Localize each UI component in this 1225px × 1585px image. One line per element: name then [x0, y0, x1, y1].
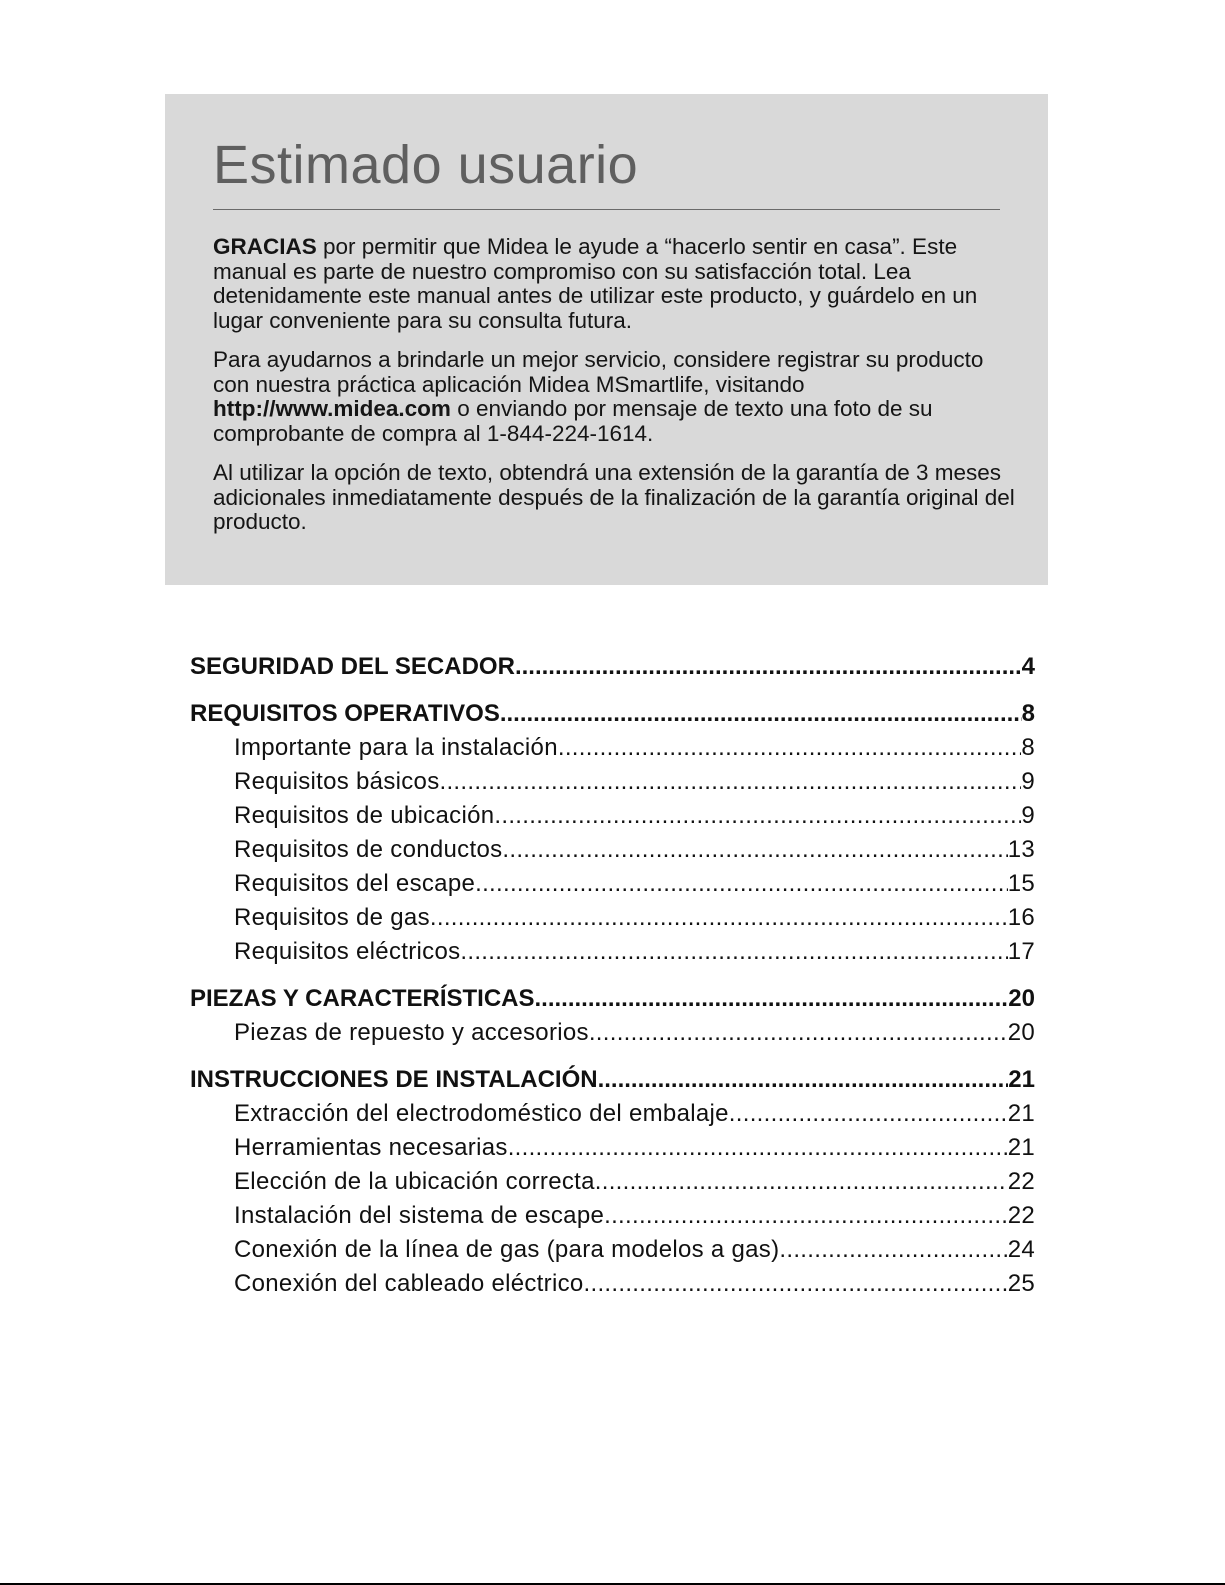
intro-box: [165, 94, 1048, 585]
toc-entry-label: Elección de la ubicación correcta: [234, 1168, 595, 1195]
toc-page-number: 20: [1007, 1019, 1035, 1046]
toc-entry-label: Requisitos de gas: [234, 904, 430, 931]
dot-leader: [475, 867, 1008, 901]
toc-page-number: 21: [1008, 1066, 1035, 1093]
toc-entry-label: PIEZAS Y CARACTERÍSTICAS: [190, 985, 535, 1012]
toc-subsection-item[interactable]: [190, 1016, 1035, 1050]
dot-leader: [584, 1267, 1008, 1301]
thanks-text: por permitir que Midea le ayude a “hacerlo sentir en casa”. Este manual es parte de nuestro compromiso con su satisfacción total. Lea detenidamente este manual antes de utilizar este producto, y guárdelo en un lugar conveniente para su consulta futura.: [213, 234, 978, 333]
toc-entry-label: SEGURIDAD DEL SECADOR: [190, 653, 515, 680]
dot-leader: [515, 650, 1022, 684]
toc-entry-label: Conexión de la línea de gas (para modelos a gas): [234, 1236, 780, 1263]
register-text-b: o enviando por mensaje de texto una foto de su comprobante de compra al 1-844-224-1614.: [213, 396, 933, 446]
toc-page-number: 25: [1007, 1270, 1035, 1297]
toc-section-heading[interactable]: [190, 1063, 1035, 1097]
toc-entry-label: Instalación del sistema de escape: [234, 1202, 605, 1229]
toc-page-number: 21: [1007, 1134, 1035, 1161]
toc-section-heading[interactable]: [190, 650, 1035, 684]
toc-subsection-item[interactable]: [190, 1097, 1035, 1131]
dot-leader: [430, 901, 1008, 935]
toc-entry-label: INSTRUCCIONES DE INSTALACIÓN: [190, 1066, 598, 1093]
toc-page-number: 17: [1007, 938, 1035, 965]
warranty-paragraph: Al utilizar la opción de texto, obtendrá una extensión de la garantía de 3 meses adicionales inmediatamente después de la finalización de la garantía original del producto.: [213, 460, 1015, 534]
toc-page-number: 16: [1007, 904, 1035, 931]
toc-page-number: 22: [1007, 1202, 1035, 1229]
toc-section-heading[interactable]: [190, 982, 1035, 1016]
website-link[interactable]: http://www.midea.com: [213, 396, 451, 421]
toc-page-number: 21: [1007, 1100, 1035, 1127]
dot-leader: [508, 1131, 1008, 1165]
thanks-paragraph: [213, 235, 1024, 333]
dot-leader: [440, 765, 1022, 799]
toc-entry-label: Importante para la instalación: [234, 734, 558, 761]
toc-page-number: 9: [1021, 768, 1035, 795]
table-of-contents: [190, 650, 1035, 1301]
toc-subsection-item[interactable]: [190, 1131, 1035, 1165]
toc-entry-label: Piezas de repuesto y accesorios: [234, 1019, 589, 1046]
toc-page-number: 4: [1021, 653, 1035, 680]
dot-leader: [460, 935, 1007, 969]
register-text-a: Para ayudarnos a brindarle un mejor servicio, considere registrar su producto con nuestra práctica aplicación Midea MSmartlife, visitando: [213, 347, 984, 397]
dot-leader: [595, 1165, 1008, 1199]
toc-page-number: 9: [1021, 802, 1035, 829]
dot-leader: [558, 731, 1021, 765]
toc-subsection-item[interactable]: [190, 833, 1035, 867]
thanks-bold: GRACIAS: [213, 234, 317, 259]
dot-leader: [494, 799, 1021, 833]
intro-divider: [213, 209, 1000, 210]
dot-leader: [535, 982, 1009, 1016]
toc-page-number: 8: [1021, 734, 1035, 761]
toc-subsection-item[interactable]: [190, 799, 1035, 833]
register-paragraph: [213, 348, 1024, 446]
toc-entry-label: Extracción del electrodoméstico del embalaje: [234, 1100, 729, 1127]
toc-page-number: 20: [1008, 985, 1035, 1012]
toc-page-number: 22: [1007, 1168, 1035, 1195]
toc-subsection-item[interactable]: [190, 1165, 1035, 1199]
toc-page-number: 13: [1007, 836, 1035, 863]
toc-entry-label: Conexión del cableado eléctrico: [234, 1270, 584, 1297]
toc-subsection-item[interactable]: [190, 901, 1035, 935]
toc-entry-label: Requisitos de ubicación: [234, 802, 495, 829]
toc-subsection-item[interactable]: [190, 867, 1035, 901]
dot-leader: [589, 1016, 1008, 1050]
dot-leader: [604, 1199, 1008, 1233]
toc-page-number: 8: [1021, 700, 1035, 727]
intro-title: Estimado usuario: [213, 135, 639, 195]
intro-body: [213, 235, 1024, 550]
dot-leader: [779, 1233, 1007, 1267]
dot-leader: [729, 1097, 1008, 1131]
toc-entry-label: Requisitos del escape: [234, 870, 476, 897]
toc-subsection-item[interactable]: [190, 1233, 1035, 1267]
toc-subsection-item[interactable]: [190, 1199, 1035, 1233]
toc-subsection-item[interactable]: [190, 1267, 1035, 1301]
toc-entry-label: REQUISITOS OPERATIVOS: [190, 700, 500, 727]
toc-entry-label: Requisitos de conductos: [234, 836, 503, 863]
toc-page-number: 24: [1007, 1236, 1035, 1263]
dot-leader: [502, 833, 1007, 867]
toc-section-heading[interactable]: [190, 697, 1035, 731]
toc-entry-label: Requisitos básicos: [234, 768, 440, 795]
toc-subsection-item[interactable]: [190, 765, 1035, 799]
toc-subsection-item[interactable]: [190, 935, 1035, 969]
toc-entry-label: Requisitos eléctricos: [234, 938, 461, 965]
toc-entry-label: Herramientas necesarias: [234, 1134, 508, 1161]
dot-leader: [500, 697, 1022, 731]
toc-subsection-item[interactable]: [190, 731, 1035, 765]
dot-leader: [598, 1063, 1009, 1097]
toc-page-number: 15: [1007, 870, 1035, 897]
